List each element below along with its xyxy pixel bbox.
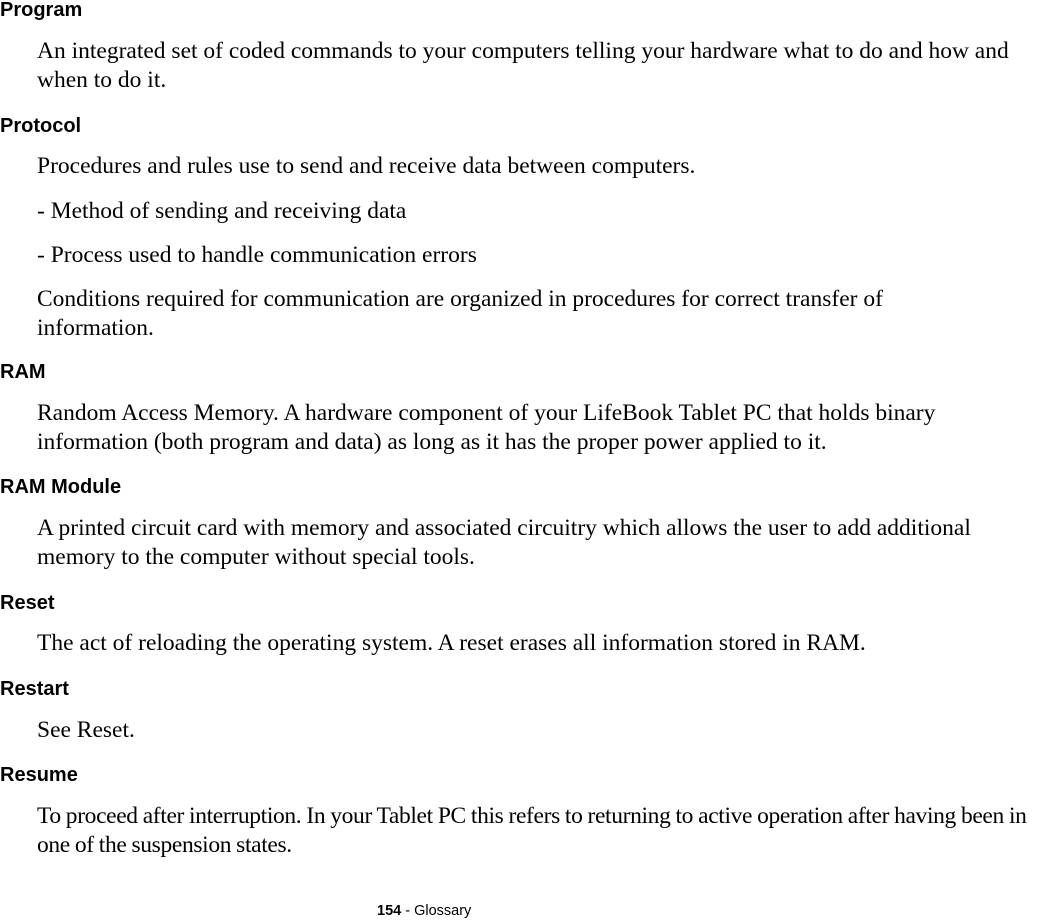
definition-resume: To proceed after interruption. In your Tablet PC this refers to returning to active operation after having been in one of the suspension states. (37, 803, 1027, 858)
page-footer (377, 902, 471, 920)
footer-separator: - (401, 903, 415, 919)
term-resume: Resume (0, 764, 78, 786)
definition-ram: Random Access Memory. A hardware component of your LifeBook Tablet PC that holds binary information (both program and data) as long as it has the proper power applied to it. (37, 400, 936, 455)
definition-protocol-1: Procedures and rules use to send and receive data between computers. (37, 153, 696, 179)
definition-protocol-4: Conditions required for communication are organized in procedures for correct transfer of information. (37, 286, 883, 341)
term-restart: Restart (0, 678, 69, 700)
term-ram: RAM (0, 361, 46, 383)
footer-section: Glossary (414, 903, 472, 919)
term-program: Program (0, 0, 83, 21)
definition-restart: See Reset. (37, 717, 135, 743)
definition-ram-module: A printed circuit card with memory and associated circuitry which allows the user to add additional memory to the computer without special tools. (37, 515, 971, 570)
definition-program: An integrated set of coded commands to your computers telling your hardware what to do and how and when to do it. (37, 38, 1009, 93)
term-protocol: Protocol (0, 115, 82, 137)
term-reset: Reset (0, 592, 55, 614)
page-number: 154 (377, 903, 402, 919)
definition-protocol-3: - Process used to handle communication errors (37, 242, 477, 268)
term-ram-module: RAM Module (0, 476, 122, 498)
definition-protocol-2: - Method of sending and receiving data (37, 198, 407, 224)
definition-reset: The act of reloading the operating system. A reset erases all information stored in RAM. (37, 630, 866, 656)
